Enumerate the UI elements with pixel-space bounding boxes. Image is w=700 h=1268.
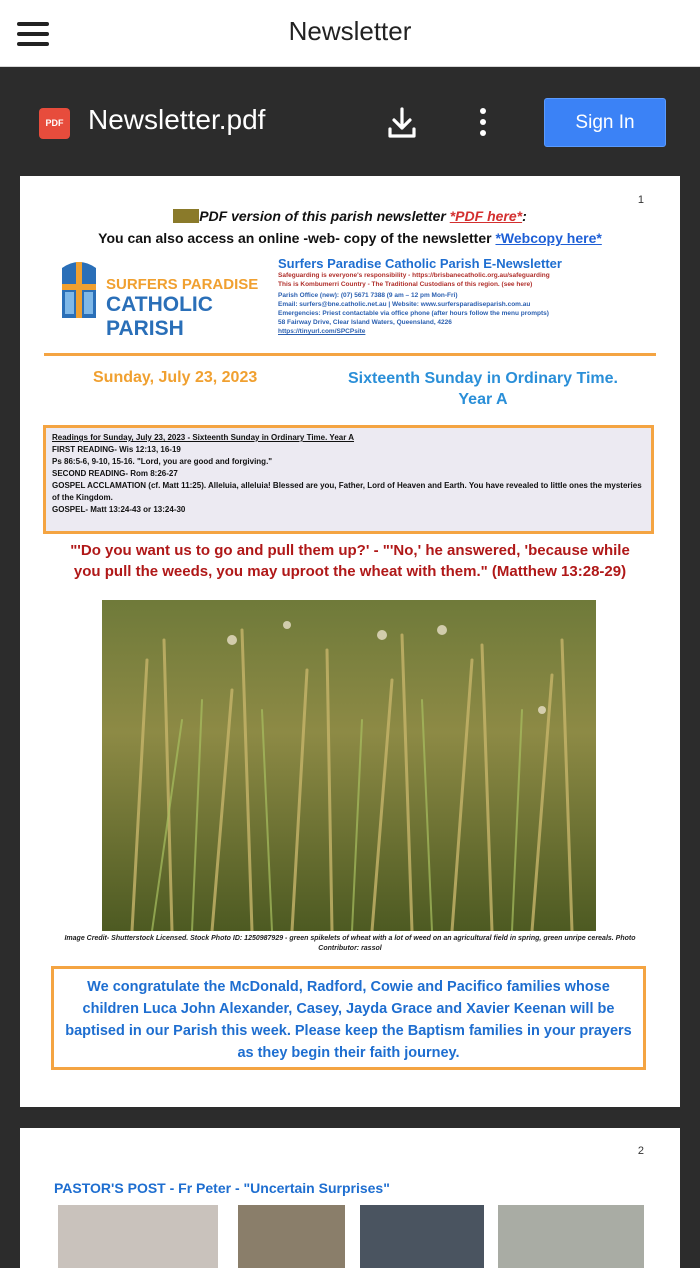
liturgical-sunday: Sixteenth Sunday in Ordinary Time. Year A [348,370,618,408]
webcopy-link[interactable]: *Webcopy here* [495,230,602,246]
church-cross-logo-icon [60,260,98,320]
info-line: This is Kombumerri Country - The Traditional Custodians of this region. (see here) [278,281,533,288]
webcopy-line: You can also access an online -web- copy of the newsletter *Webcopy here* [98,230,602,246]
scripture-quote: "'Do you want us to go and pull them up?' - "'No,' he answered, 'because while you pull the weeds, you may uproot the wheat with them." (Matthew 13:28-29) [70,542,630,580]
enewsletter-title: Surfers Paradise Catholic Parish E-Newsletter [278,256,562,271]
info-line: Emergencies: Priest contactable via office phone (after hours follow the menu prompts) [278,310,549,317]
parish-logo [60,260,270,340]
page-number: 2 [637,1145,644,1157]
reading-item: SECOND READING- Rom 8:26-27 [52,469,178,478]
newsletter-date: Sunday, July 23, 2023 [93,369,258,386]
pdf-viewer [0,68,700,1244]
logo-line-1: SURFERS PARADISE [106,276,259,293]
pdf-thumbnail-icon [173,209,199,223]
divider [44,353,656,356]
baptism-notice: We congratulate the McDonald, Radford, Cowie and Pacifico families whose children Luca John Alexander, Casey, Jayda Grace and Xavier Keenan will be baptised in our Parish this week. Please keep the Baptism families in your prayers as they begin their faith journey. [51,966,646,1070]
page-2-photo [238,1205,345,1268]
readings-box [43,425,654,534]
info-line: Parish Office (new): (07) 5671 7388 (9 am – 12 pm Mon-Fri) [278,292,458,299]
pdf-page-1 [20,176,680,1107]
page-number: 1 [637,194,644,206]
reading-item: FIRST READING- Wis 12:13, 16-19 [52,445,181,454]
info-line[interactable]: Safeguarding is everyone's responsibility - https://brisbanecatholic.org.au/safeguarding [278,272,550,279]
logo-line-2: CATHOLIC PARISH [106,293,213,340]
reading-item: GOSPEL- Matt 13:24-43 or 13:24-30 [52,505,186,514]
pdf-here-link[interactable]: *PDF here* [449,208,523,224]
pdf-file-icon: PDF [39,108,70,139]
app-title: Newsletter [288,16,412,46]
file-name: Newsletter.pdf [88,104,266,135]
pastors-post-heading: PASTOR'S POST - Fr Peter - "Uncertain Surprises" [54,1180,390,1196]
info-line[interactable]: Email: surfers@bne.catholic.net.au | Website: www.surfersparadiseparish.com.au [278,301,531,308]
pdf-page-2 [20,1128,680,1268]
info-link[interactable]: https://tinyurl.com/SPCPsite [278,328,366,335]
wheat-field-photo [102,600,596,931]
page-2-photo [58,1205,218,1268]
reading-item: GOSPEL ACCLAMATION (cf. Matt 11:25). Alleluia, alleluia! Blessed are you, Father, Lord of Heaven and Earth. You have revealed to little ones the mysteries of the Kingdom. [52,481,642,502]
pdf-version-line: PDF version of this parish newsletter *PDF here*: [20,208,680,224]
viewer-toolbar [0,68,700,176]
reading-item: Ps 86:5-6, 9-10, 15-16. "Lord, you are good and forgiving." [52,457,273,466]
readings-header: Readings for Sunday, July 23, 2023 - Sixteenth Sunday in Ordinary Time. Year A [52,433,355,442]
sign-in-button[interactable]: Sign In [544,98,666,147]
image-credit: Image Credit- Shutterstock Licensed. Stock Photo ID: 1250987929 - green spikelets of wheat with a lot of weed on an agricultural field in spring, green unripe cereals. Photo Contributor: rassol [64,935,636,952]
more-options-icon[interactable] [474,108,492,138]
app-bar [0,0,700,67]
parish-info [278,256,648,336]
page-2-photo [360,1205,484,1268]
download-icon[interactable] [386,106,418,140]
info-line: 58 Fairway Drive, Clear Island Waters, Queensland, 4226 [278,319,452,326]
page-2-photo [498,1205,644,1268]
